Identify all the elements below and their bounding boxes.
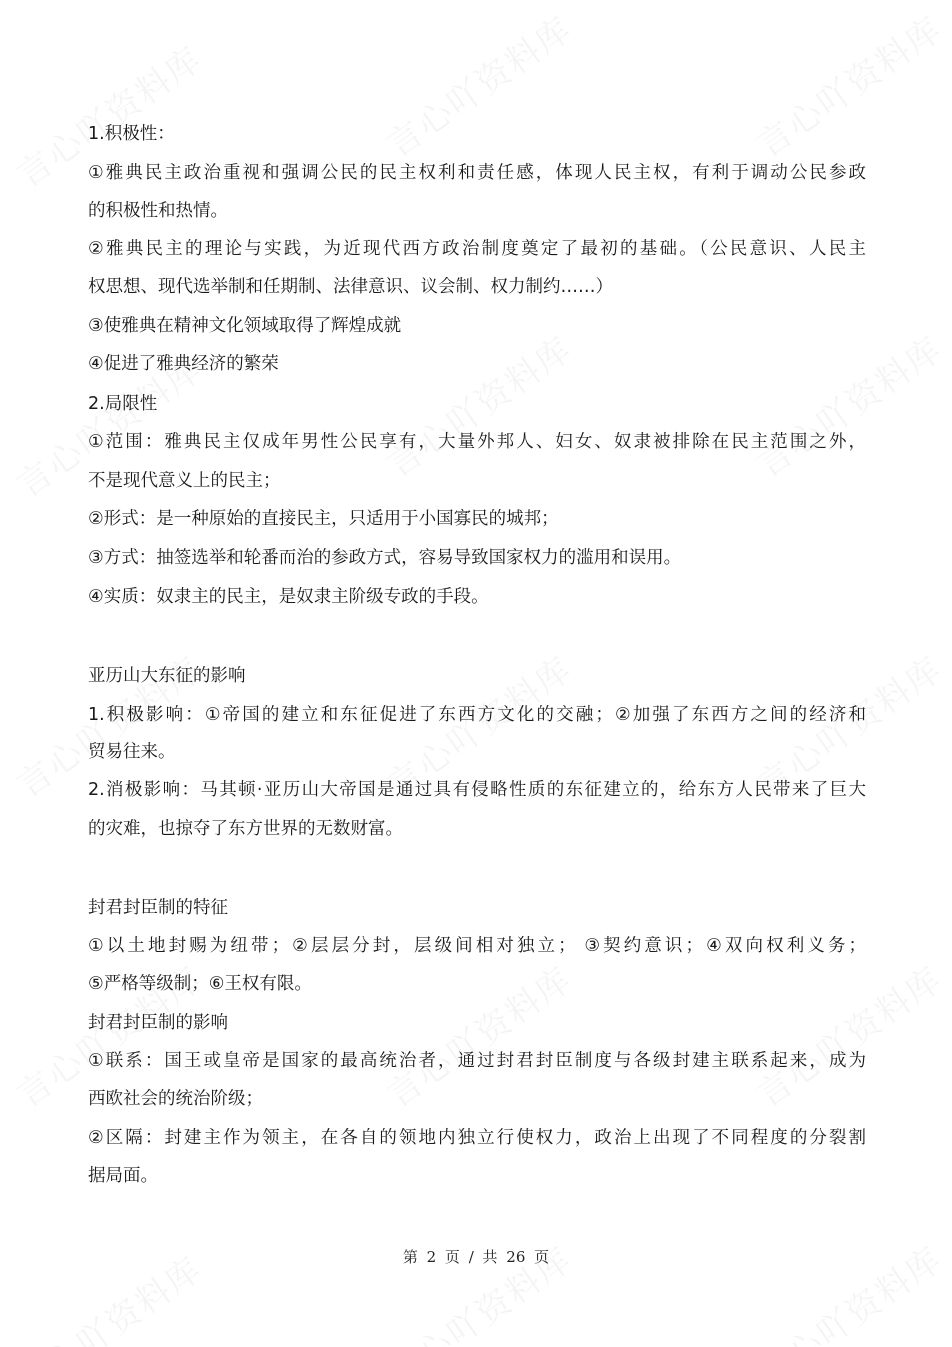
paragraph-line: ③使雅典在精神文化领域取得了辉煌成就 bbox=[88, 316, 402, 336]
paragraph-continuation-line: ⑤严格等级制；⑥王权有限。 bbox=[88, 974, 312, 994]
paragraph-line: 1.积极影响：①帝国的建立和东征促进了东西方文化的交融；②加强了东西方之间的经济和 bbox=[88, 705, 866, 725]
page-footer: 第 2 页 / 共 26 页 bbox=[402, 1248, 550, 1266]
paragraph-continuation-line: 不是现代意义上的民主； bbox=[88, 471, 281, 491]
paragraph-continuation-line: 的灾难，也掠夺了东方世界的无数财富。 bbox=[88, 819, 403, 839]
paragraph-line: ①以土地封赐为纽带；②层层分封，层级间相对独立； ③契约意识；④双向权利义务； bbox=[88, 936, 866, 956]
paragraph-line: 封君封臣制的影响 bbox=[88, 1013, 228, 1033]
paragraph-line: ④促进了雅典经济的繁荣 bbox=[88, 354, 279, 374]
paragraph-continuation-line: 西欧社会的统治阶级； bbox=[88, 1089, 263, 1109]
paragraph-line: ④实质：奴隶主的民主，是奴隶主阶级专政的手段。 bbox=[88, 587, 489, 607]
paragraph-line: ②雅典民主的理论与实践，为近现代西方政治制度奠定了最初的基础。（公民意识、人民主 bbox=[88, 239, 866, 259]
paragraph-line: ②区隔：封建主作为领主，在各自的领地内独立行使权力，政治上出现了不同程度的分裂割 bbox=[88, 1128, 866, 1148]
paragraph-continuation-line: 权思想、现代选举制和任期制、法律意识、议会制、权力制约……） bbox=[88, 277, 613, 297]
paragraph-continuation-line: 据局面。 bbox=[88, 1166, 158, 1186]
paragraph-continuation-line: 贸易往来。 bbox=[88, 742, 176, 762]
paragraph-line: ③方式：抽签选举和轮番而治的参政方式，容易导致国家权力的滥用和误用。 bbox=[88, 548, 682, 568]
paragraph-line: ①范围：雅典民主仅成年男性公民享有，大量外邦人、妇女、奴隶被排除在民主范围之外， bbox=[88, 432, 866, 452]
paragraph-line: ②形式：是一种原始的直接民主，只适用于小国寡民的城邦； bbox=[88, 509, 559, 529]
paragraph-line: 2.消极影响：马其顿·亚历山大帝国是通过具有侵略性质的东征建立的，给东方人民带来了巨大 bbox=[88, 780, 866, 800]
paragraph-line: 封君封臣制的特征 bbox=[88, 898, 228, 918]
paragraph-line: ①雅典民主政治重视和强调公民的民主权利和责任感，体现人民主权，有利于调动公民参政 bbox=[88, 163, 866, 183]
paragraph-line: 2.局限性 bbox=[88, 394, 158, 414]
paragraph-line: 1.积极性： bbox=[88, 124, 175, 144]
paragraph-line: 亚历山大东征的影响 bbox=[88, 666, 246, 686]
paragraph-continuation-line: 的积极性和热情。 bbox=[88, 201, 228, 221]
paragraph-line: ①联系：国王或皇帝是国家的最高统治者，通过封君封臣制度与各级封建主联系起来，成为 bbox=[88, 1051, 866, 1071]
